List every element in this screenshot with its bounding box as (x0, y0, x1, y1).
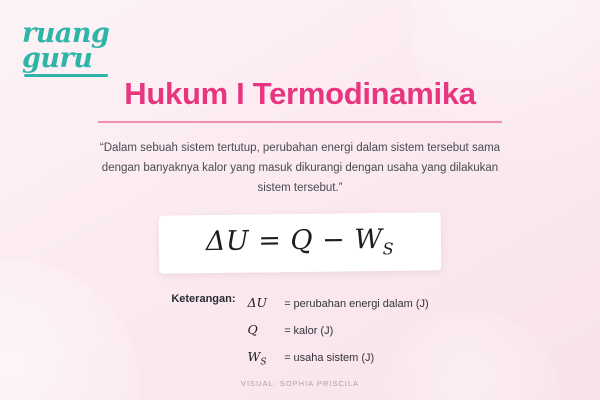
legend-title: Keterangan: (171, 292, 236, 305)
legend-description: usaha sistem (J) (293, 351, 375, 364)
formula-subscript: S (382, 239, 395, 259)
legend-item (248, 318, 429, 345)
formula-card (159, 213, 442, 275)
page-title: Hukum I Termodinamika (124, 76, 476, 111)
legend-equals: = (284, 351, 291, 364)
title-divider (98, 121, 502, 123)
legend-symbol-text: ΔU (247, 294, 268, 310)
visual-credit: VISUAL: SOPHIA PRISCILA (240, 379, 360, 388)
legend-item (248, 345, 429, 372)
logo-line-one: ruang (22, 18, 110, 49)
legend-symbol (248, 291, 282, 318)
legend-item (248, 291, 429, 318)
legend-symbol (248, 318, 282, 345)
legend-symbol-text: W (247, 348, 261, 364)
legend-description: kalor (J) (293, 324, 334, 337)
legend-equals: = (284, 297, 291, 310)
legend-equals: = (284, 324, 291, 337)
formula-text (159, 224, 441, 262)
legend-description: perubahan energi dalam (J) (293, 297, 429, 310)
formula-main: ΔU = Q − W (205, 224, 383, 258)
legend-block (135, 291, 465, 372)
logo-line-two: guru (22, 42, 93, 74)
definition-quote: “Dalam sebuah sistem tertutup, perubahan energi dalam sistem tersebut sama dengan banyaknya kalor yang masuk dikurangi dengan usaha yang dilakukan sistem tersebut.” (99, 142, 501, 194)
legend-symbol-sub: S (260, 357, 267, 368)
legend-symbol-text: Q (247, 321, 258, 337)
legend-symbol (248, 345, 282, 372)
legend-rows (248, 291, 429, 372)
